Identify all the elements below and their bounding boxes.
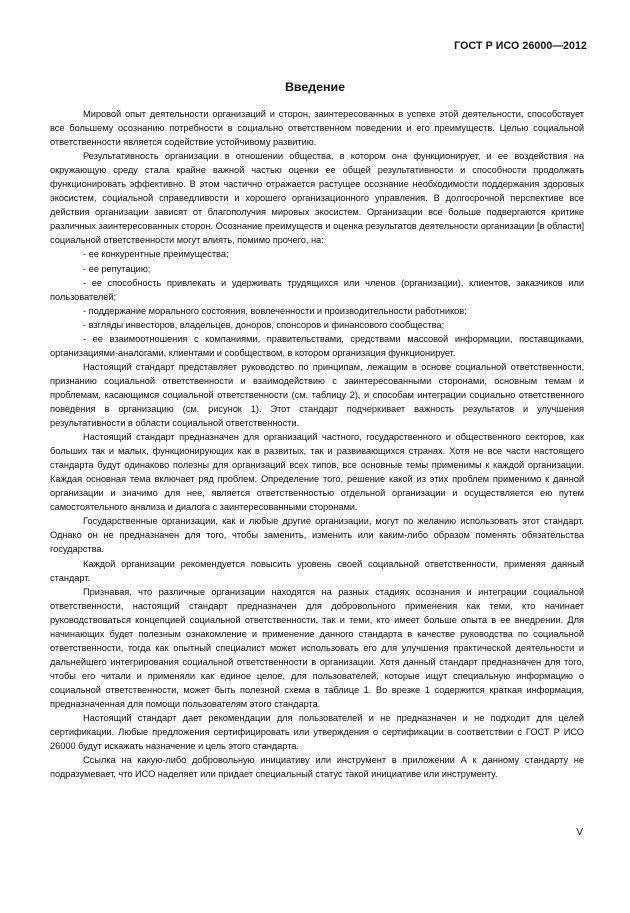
list-item: - ее конкурентные преимущества;	[83, 249, 229, 260]
paragraph: Ссылка на какую-либо добровольную инициативу или инструмент в приложении А к данному стандарту не подразумевает, что ИСО наделяет или придает специальный статус такой инициативе или инструменту.	[50, 755, 584, 780]
paragraph: Каждой организации рекомендуется повысить уровень своей социальной ответственности, применяя данный стандарт.	[50, 558, 584, 583]
section-title: Введение	[284, 80, 346, 94]
paragraph: Настоящий стандарт представляет руководство по принципам, лежащим в основе социальной ответственности, признанию социальной ответственности и взаимодействию с заинтересованными сторонами, основным темам и проблемам, касающимся социальной ответственности (см. таблицу 2), и способам интеграции социально ответственного поведения в организацию (см. рисунок 1). Этот стандарт подчеркивает важность результатов и улучшения результативности в области социальной ответственности.	[50, 361, 584, 429]
page-number: V	[576, 827, 583, 838]
list-item: - ее взаимоотношения с компаниями, правительствами, средствами массовой информации, поставщиками, организациями-аналогами, клиентами и сообществом, в котором организация функционирует.	[50, 333, 584, 358]
paragraph: Признавая, что различные организации находятся на разных стадиях осознания и интеграции социальной ответственности, настоящий стандарт предназначен для добровольного применения как теми, кто начинает руководствоваться концепцией социальной ответственности, так и теми, кто имеет больше опыта в ее внедрении. Для начинающих будет полезным ознакомление и применение данного стандарта в качестве руководства по социальной ответственности, тогда как опытный специалист может использовать его для улучшения практической деятельности и дальнейшего интегрирования социальной ответственности в организации. Хотя данный стандарт предназначен для того, чтобы его читали и применяли как единое целое, для пользователей, которые ищут специальную информацию о социальной ответственности, может быть полезной схема в таблице 1. Во врезке 1 содержится краткая информация, предназначенная для помощи пользователям этого стандарта.	[50, 586, 584, 709]
list-item: - поддержание морального состояния, вовлеченности и производительности работников;	[83, 305, 467, 316]
list-item: - ее репутацию;	[83, 263, 151, 274]
list-item: - ее способность привлекать и удерживать трудящихся или членов (организации), клиентов, заказчиков или пользователей;	[50, 277, 584, 302]
paragraph: Государственные организации, как и любые другие организации, могут по желанию использовать этот стандарт. Однако он не предназначен для того, чтобы заменить, изменить или каким-либо образом поменять обязательства государства.	[50, 516, 584, 555]
paragraph: Настоящий стандарт дает рекомендации для пользователей и не предназначен и не подходит для целей сертификации. Любые предложения сертифицировать или утверждения о сертификации в соответствии с ГОСТ Р ИСО 26000 будут искажать назначение и цель этого стандарта.	[50, 713, 584, 752]
body-text	[50, 107, 584, 781]
paragraph: Настоящий стандарт предназначен для организаций частного, государственного и общественного секторов, как больших так и малых, функционирующих как в развитых, так и развивающихся странах. Хотя не все части настоящего стандарта будут одинаково полезны для организаций всех типов, все основные темы применимы к каждой организации. Каждая основная тема включает ряд проблем. Определение того, решение какой из этих проблем применимо к данной организации и значимо для нее, является ответственностью отдельной организации и осуществляется ею путем самостоятельного анализа и диалога с заинтересованными сторонами.	[50, 432, 584, 513]
list-item: - взгляды инвесторов, владельцев, доноров, спонсоров и финансового сообщества;	[83, 319, 445, 330]
paragraph: Мировой опыт деятельности организаций и сторон, заинтересованных в успехе этой деятельности, способствует все большему осознанию потребности в социально ответственном поведении и его преимуществ. Целью социальной ответственности является содействие устойчивому развитию.	[50, 109, 584, 148]
paragraph: Результативность организации в отношении общества, в котором она функционирует, и ее воздействия на окружающую среду стала крайне важной частью оценки ее общей результативности и способности продолжать функционировать эффективно. В этом частично отражается растущее осознание необходимости поддержания здоровых экосистем, социальной справедливости и хорошего организационного управления. В долгосрочной перспективе все действия организации зависят от благополучия мировых экосистем. Организации все больше подвергаются критике различных заинтересованных сторон. Осознание преимуществ и оценка результатов деятельности организации [в области] социальной ответственности могут влиять, помимо прочего, на:	[50, 151, 584, 246]
standard-code-header: ГОСТ Р ИСО 26000—2012	[454, 40, 587, 52]
